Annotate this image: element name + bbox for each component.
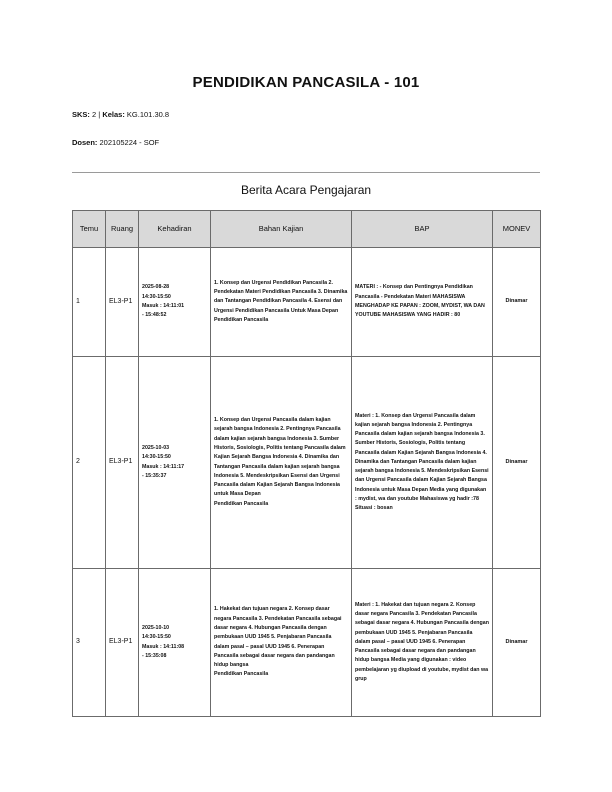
temu-cell: 3: [73, 569, 106, 717]
bap-text: Materi : 1. Konsep dan Urgensi Pancasila dalam kajian sejarah bangsa Indonesia 2. Pentingnya Pancasila dalam kajian sejarah bangsa Indonesia 3. Sumber Historis, Sosiologis, Politis tentang Pancasila dalam Kajian Sejarah Bangsa Indonesia 4. Dinamika dan Tantangan Pancasila dalam kajian sejarah bangsa Indonesia 5. Mendeskripsikan Esensi dan Urgensi Pancasila dalam Kajian Sejarah Bangsa Indonesia untuk Masa Depan Media yang digunakan : mydist, wa dan youtube Mahasiswa yg hadir :78 Situasi : bosan: [355, 412, 489, 512]
bahan-kajian-cell: [211, 357, 352, 569]
ruang-cell: EL3-P1: [106, 569, 139, 717]
bahan-kajian-text: 1. Konsep dan Urgensi Pendidikan Pancasila 2. Pendekatan Materi Pendidikan Pancasila 3. Dinamika dan Tantangan Pendidikan Pancasila 4. Esensi dan Urgensi Pendidikan Pancasila Untuk Masa Depan: [214, 279, 348, 314]
col-header-monev: MONEV: [493, 211, 541, 248]
kehadiran-in: Masuk : 14:11:17: [142, 463, 185, 470]
kehadiran-time: 14:30-15:50: [142, 634, 171, 641]
section-title: Berita Acara Pengajaran: [240, 183, 372, 197]
col-header-kehadiran: Kehadiran: [139, 211, 211, 248]
table-header-row: [73, 211, 541, 248]
sks-label: SKS: [72, 110, 88, 119]
kehadiran-in: Masuk : 14:11:08: [142, 643, 185, 650]
monev-cell: Dinamar: [493, 248, 541, 357]
bap-table: [72, 210, 541, 717]
col-header-bahan-kajian: Bahan Kajian: [211, 211, 352, 248]
kehadiran-out: - 15:35:08: [142, 652, 167, 659]
col-header-ruang: Ruang: [106, 211, 139, 248]
temu-cell: 2: [73, 357, 106, 569]
kehadiran-date: 2025-10-10: [142, 624, 170, 631]
kelas-value: KG.101.30.8: [126, 110, 170, 119]
dosen-value: 202105224 - SOF: [99, 138, 160, 147]
bahan-kajian-course: Pendidikan Pancasila: [214, 316, 269, 323]
page-title: PENDIDIKAN PANCASILA - 101: [192, 74, 420, 91]
kehadiran-time: 14:30-15:50: [142, 293, 171, 300]
divider: [72, 172, 540, 173]
kelas-label: Kelas: [102, 110, 123, 119]
bap-text: MATERI : - Konsep dan Pentingnya Pendidikan Pancasila - Pendekatan Materi MAHASISWA MENGHADAP KE PAPAN : ZOOM, MYDIST, WA DAN YOUTUBE MAHASISWA YANG HADIR : 80: [355, 284, 485, 319]
bahan-kajian-text: 1. Konsep dan Urgensi Pancasila dalam kajian sejarah bangsa Indonesia 2. Pentingnya Pancasila dalam kajian sejarah bangsa Indonesia 3. Sumber Historis, Sosiologis, Politis tentang Pancasila dalam Kajian Sejarah Bangsa Indonesia 4. Dinamika dan Tantangan Pancasila dalam kajian sejarah bangsa Indonesia 5. Mendeskripsikan Esensi dan Urgensi Pancasila dalam Kajian Sejarah Bangsa Indonesia untuk Masa Depan: [214, 417, 346, 498]
col-header-bap: BAP: [352, 211, 493, 248]
bahan-kajian-course: Pendidikan Pancasila: [214, 500, 269, 507]
bahan-kajian-text: 1. Hakekat dan tujuan negara 2. Konsep dasar negara Pancasila 3. Pendekatan Pancasila sebagai dasar negara 4. Hubungan Pancasila dengan pembukaan UUD 1945 5. Penjabaran Pancasila dalam pasal – pasal UUD 1945 6. Penerapan Pancasila sebagai dasar negara dan pandangan hidup bangsa: [214, 606, 342, 669]
bap-cell: [352, 248, 493, 357]
kehadiran-cell: [139, 569, 211, 717]
kehadiran-out: - 15:48:52: [142, 312, 167, 319]
kehadiran-cell: [139, 357, 211, 569]
temu-cell: 1: [73, 248, 106, 357]
bahan-kajian-cell: [211, 569, 352, 717]
bahan-kajian-cell: [211, 248, 352, 357]
kehadiran-date: 2025-10-03: [142, 444, 170, 451]
sks-kelas-line: SKS: 2 | Kelas: KG.101.30.8: [72, 110, 170, 119]
ruang-cell: EL3-P1: [106, 357, 139, 569]
monev-cell: Dinamar: [493, 357, 541, 569]
sks-value: 2: [92, 110, 97, 119]
dosen-label: Dosen: [72, 138, 95, 147]
col-header-temu: Temu: [73, 211, 106, 248]
kehadiran-out: - 15:35:37: [142, 472, 167, 479]
ruang-cell: EL3-P1: [106, 248, 139, 357]
table-row: [73, 248, 541, 357]
dosen-line: Dosen: 202105224 - SOF: [72, 138, 160, 147]
bap-cell: [352, 569, 493, 717]
bap-text: Materi : 1. Hakekat dan tujuan negara 2. Konsep dasar negara Pancasila 3. Pendekatan Pancasila sebagai dasar negara 4. Hubungan Pancasila dengan pembukaan UUD 1945 5. Penjabaran Pancasila dalam pasal – pasal UUD 1945 6. Penerapan Pancasila sebagai dasar negara dan pandangan hidup bangsa Media yang digunakan : video pembelajaran yg diupload di youtube, mydist dan wa grup: [355, 601, 489, 682]
kehadiran-in: Masuk : 14:11:01: [142, 303, 185, 309]
table-row: [73, 569, 541, 717]
kehadiran-time: 14:30-15:50: [142, 454, 171, 461]
bahan-kajian-course: Pendidikan Pancasila: [214, 671, 269, 678]
kehadiran-cell: [139, 248, 211, 357]
monev-cell: Dinamar: [493, 569, 541, 717]
table-row: [73, 357, 541, 569]
bap-cell: [352, 357, 493, 569]
kehadiran-date: 2025-08-28: [142, 284, 170, 291]
